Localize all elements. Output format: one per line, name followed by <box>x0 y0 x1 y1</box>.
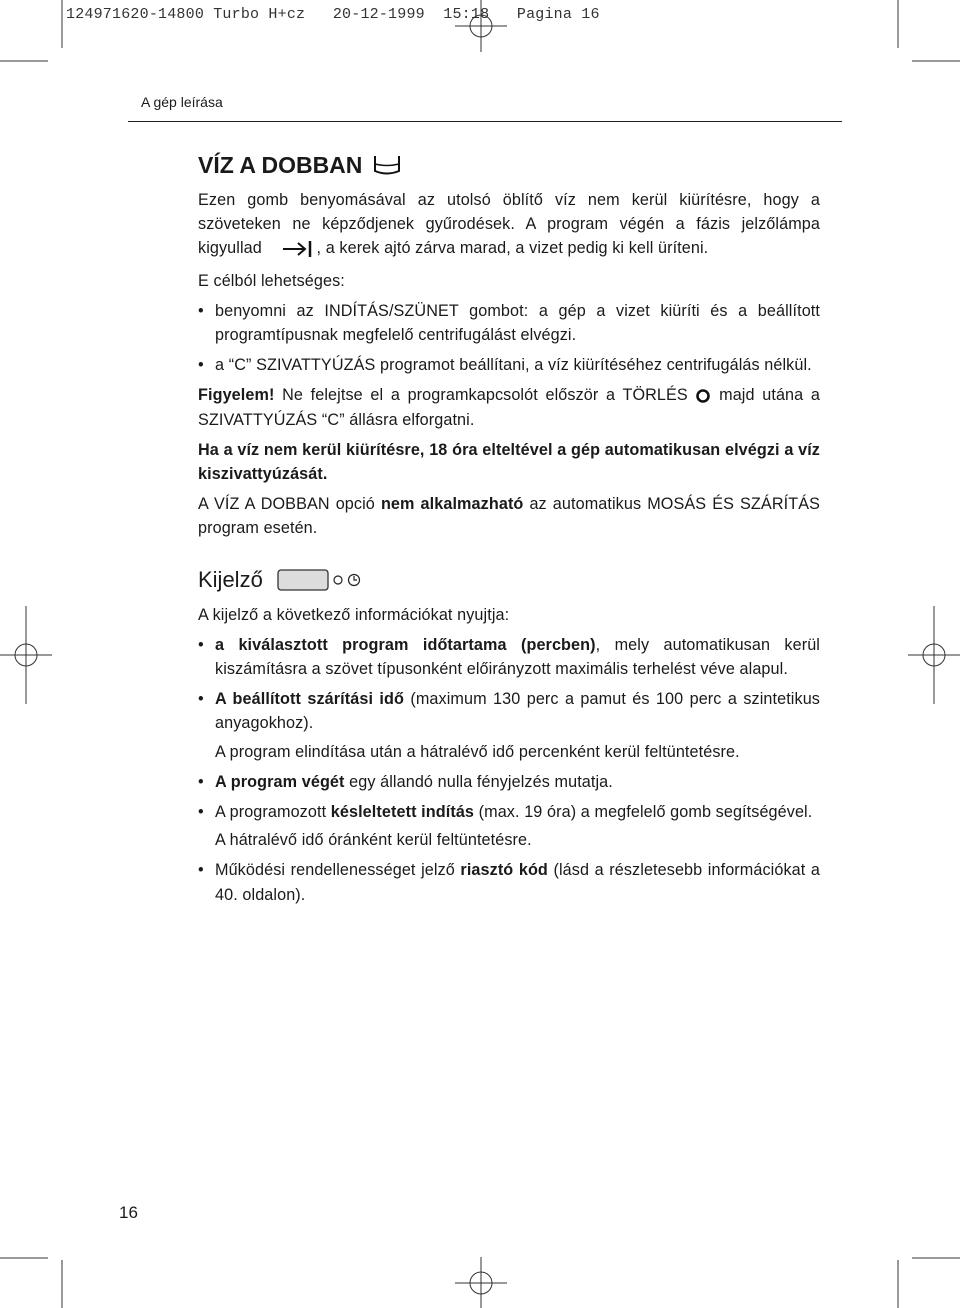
list-item <box>198 687 820 764</box>
warning-paragraph <box>198 383 820 431</box>
item-bold: riasztó kód <box>460 861 548 880</box>
page-content <box>198 148 820 907</box>
list-item <box>198 633 820 681</box>
auto-pump-note: Ha a víz nem kerül kiürítésre, 18 óra elteltével a gép automatikusan elvégzi a víz kiszivattyúzását. <box>198 440 820 484</box>
arrow-to-bar-icon <box>281 239 315 259</box>
display-panel-icon <box>277 568 373 592</box>
not-applicable-note <box>198 492 820 540</box>
viz-a-dobban-title <box>198 148 820 182</box>
options-list <box>198 299 820 378</box>
section-header: A gép leírása <box>141 94 223 110</box>
warning-label: Figyelem! <box>198 386 275 405</box>
list-item <box>198 858 820 906</box>
page-number: 16 <box>119 1203 138 1222</box>
circle-icon <box>695 388 711 404</box>
list-item: • a “C” SZIVATTYÚZÁS programot beállítani, a víz kiürítéséhez centrifugálás nélkül. <box>198 353 820 377</box>
item-bold: a kiválasztott program időtartama (percben) <box>215 635 596 654</box>
kijelzo-title <box>198 563 820 597</box>
item-text: egy állandó nulla fényjelzés mutatja. <box>344 772 613 791</box>
na-text-b: az automatikus MOSÁS ÉS SZÁRÍTÁS program esetén. <box>198 495 820 538</box>
na-text-bold: nem alkalmazható <box>380 495 524 514</box>
item-text: (max. 19 óra) a megfelelő gomb segítségével. <box>474 803 813 822</box>
viz-a-dobban-intro <box>198 188 820 261</box>
warning-text-a: Ne felejtse el a programkapcsolót először a TÖRLÉS <box>274 386 696 405</box>
print-slug: 124971620-14800 Turbo H+cz 20-12-1999 15:18 Pagina 16 <box>66 6 600 23</box>
item-bold: késleltetett indítás <box>330 803 475 822</box>
na-text-a: A VÍZ A DOBBAN opció <box>198 495 381 514</box>
intro-text-a: Ezen gomb benyomásával az utolsó öblítő víz nem kerül kiürítésre, hogy a szöveteken ne képződjenek gyűrodések. A program végén a fázis jelzőlámpa kigyullad <box>198 191 820 258</box>
item-text: A programozott <box>215 803 331 822</box>
item-bold: A beállított szárítási idő <box>215 690 404 709</box>
viz-a-dobban-title-text: VÍZ A DOBBAN <box>198 152 363 178</box>
item-text: Működési rendellenességet jelző <box>215 861 461 880</box>
kijelzo-list <box>198 633 820 907</box>
item-extra: A program elindítása után a hátralévő idő percenként kerül feltüntetésre. <box>215 742 740 761</box>
header-rule <box>128 121 842 122</box>
list-item <box>198 770 820 794</box>
item-extra: A hátralévő idő óránként kerül feltüntetésre. <box>215 831 532 850</box>
drum-water-icon <box>372 153 402 177</box>
warning-text-b: majd utána a SZIVATTYÚZÁS “C” állásra elforgatni. <box>198 386 820 429</box>
kijelzo-title-text: Kijelző <box>198 566 263 592</box>
intro-text-b: , a kerek ajtó zárva marad, a vizet pedig ki kell üríteni. <box>316 239 709 258</box>
options-intro: E célból lehetséges: <box>198 271 345 290</box>
list-item <box>198 800 820 852</box>
item-text: , mely automatikusan kerül kiszámításra a szövet típusonként előirányzott maximális terhelést véve alapul. <box>215 635 821 679</box>
kijelzo-intro: A kijelző a következő információkat nyujtja: <box>198 605 510 624</box>
item-bold: A program végét <box>215 772 345 791</box>
item-text: (maximum 130 perc a pamut és 100 perc a szintetikus anyagokhoz). <box>215 690 820 733</box>
list-item: • benyomni az INDÍTÁS/SZÜNET gombot: a gép a vizet kiüríti és a beállított programtípusnak megfelelő centrifugálást elvégzi. <box>198 299 820 347</box>
item-text: (lásd a részletesebb információkat a 40. oldalon). <box>215 861 821 904</box>
